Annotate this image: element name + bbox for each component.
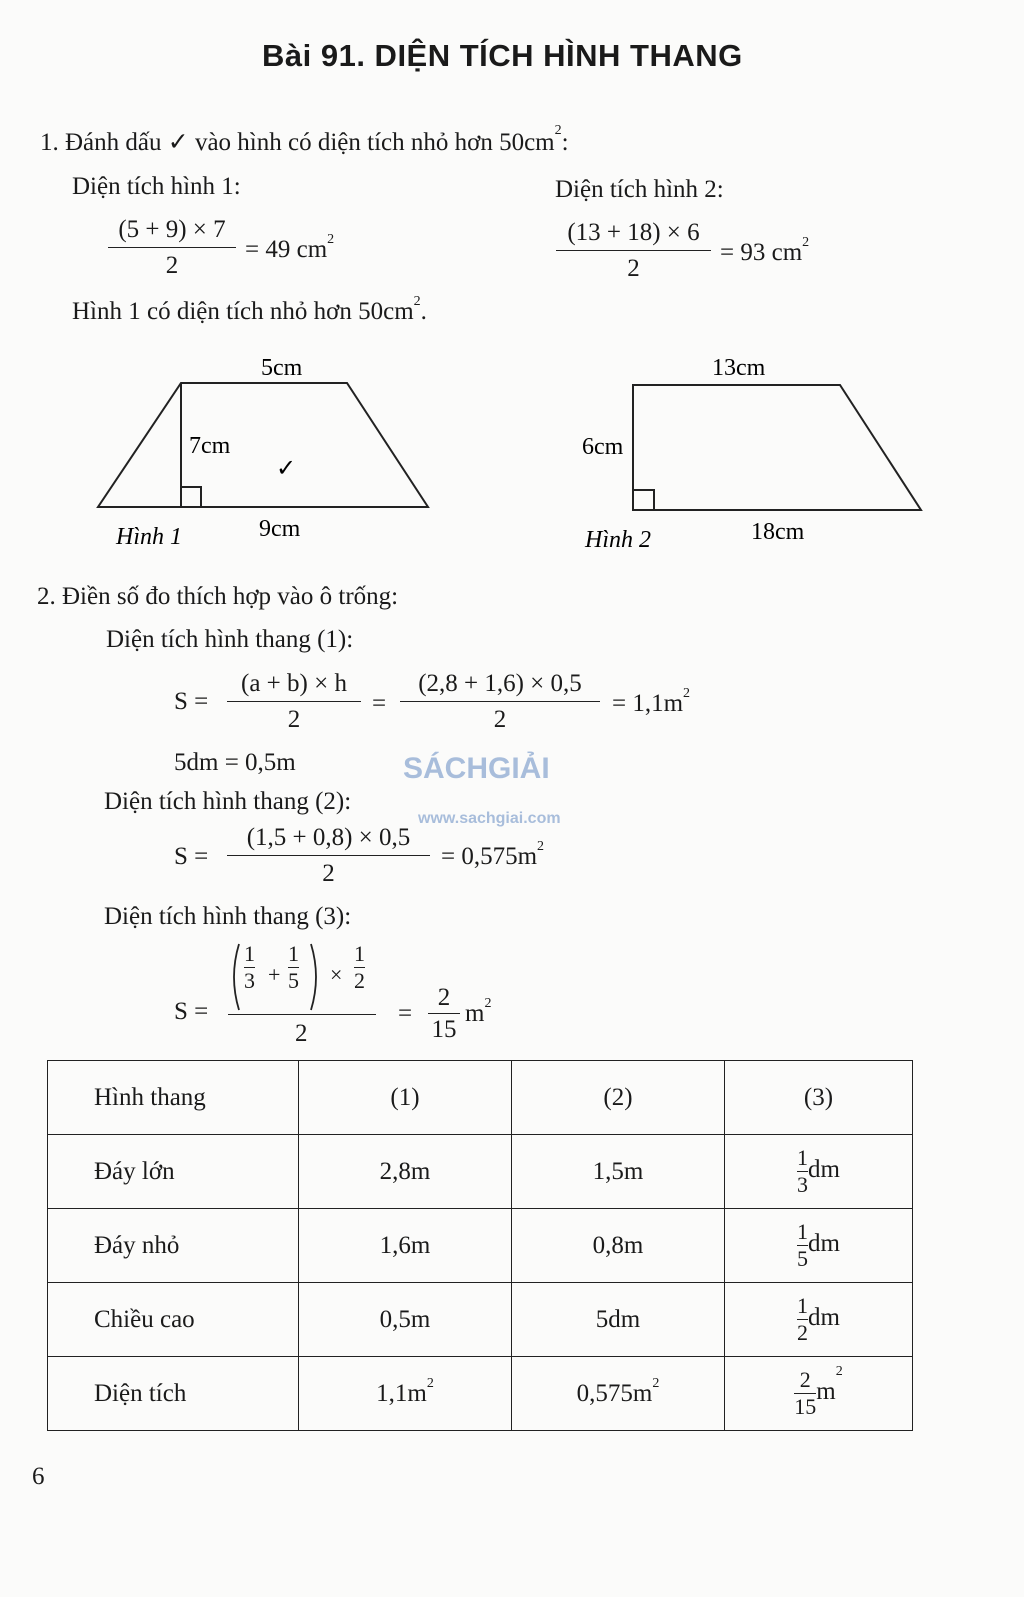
row-label: Đáy nhỏ [48, 1209, 299, 1283]
superscript: 2 [537, 839, 545, 854]
check-mark-icon: ✓ [276, 456, 297, 482]
fraction-numerator: 1 [244, 941, 255, 966]
s-equals: S = [174, 688, 209, 715]
table-cell [725, 1135, 913, 1209]
trapezoid-figure-2 [633, 385, 921, 510]
cell-fraction [797, 1220, 808, 1271]
formula-denominator: 2 [627, 255, 640, 282]
page-title: Bài 91. DIỆN TÍCH HÌNH THANG [262, 38, 743, 73]
fraction-bar [108, 247, 236, 248]
s-equals: S = [174, 998, 209, 1025]
figure-1-top-label: 5cm [261, 355, 303, 381]
formula-trapezoid-3-numerator [228, 940, 378, 1012]
superscript: 2 [554, 123, 562, 138]
conclusion-text: Hình 1 có diện tích nhỏ hơn 50cm [72, 298, 414, 325]
fraction-numerator: 1 [797, 1145, 809, 1170]
fraction-numerator: 2 [437, 984, 451, 1011]
table-row [48, 1135, 913, 1209]
result-fraction-trapezoid-3 [428, 984, 460, 1044]
formula-trapezoid-2 [227, 824, 430, 888]
superscript: 2 [484, 996, 492, 1011]
table-cell: 0,8m [512, 1209, 725, 1283]
exercise-1-prompt [40, 123, 569, 157]
fraction-numerator: 1 [797, 1219, 809, 1244]
right-angle-marker-2 [633, 490, 654, 510]
fraction-denominator: 5 [797, 1246, 809, 1271]
cell-unit: m [816, 1378, 836, 1406]
unit-conversion: 5dm = 0,5m [174, 749, 296, 776]
figure-2-top-label: 13cm [712, 355, 766, 381]
table-cell: 2,8m [299, 1135, 512, 1209]
formula-denominator: 2 [165, 252, 179, 279]
times-sign: × [330, 962, 343, 987]
result-text: = 93 cm [720, 239, 803, 266]
table-cell: 1,5m [512, 1135, 725, 1209]
exercise-1-conclusion [72, 294, 427, 326]
result-text: = 49 cm [245, 236, 328, 263]
fraction-denominator: 2 [354, 968, 365, 993]
formula-denominator: 2 [295, 1020, 308, 1047]
cell-fraction [794, 1368, 816, 1419]
superscript: 2 [426, 1375, 434, 1391]
table-cell [299, 1357, 512, 1431]
fraction-bar [428, 1013, 460, 1014]
exercise-1-colon: : [561, 129, 569, 156]
table-header-cell: Hình thang [48, 1061, 299, 1135]
cell-value: 0,575m [576, 1379, 653, 1407]
formula-result-1 [245, 232, 335, 264]
cell-unit: dm [808, 1230, 840, 1258]
formula-numerator: (13 + 18) × 6 [567, 219, 700, 246]
formula-result-2 [720, 235, 810, 267]
fraction-one-fifth [288, 942, 299, 993]
fraction-numerator: 1 [354, 941, 365, 966]
formula-numerator: (2,8 + 1,6) × 0,5 [418, 670, 582, 697]
fraction-denominator: 15 [794, 1394, 817, 1419]
watermark-brand: SÁCHGIẢI [403, 752, 550, 785]
formula-denominator: 2 [493, 706, 507, 733]
fraction-bar [228, 1014, 376, 1015]
equals-sign: = [398, 1000, 413, 1027]
table-row [48, 1209, 913, 1283]
table-header-cell: (1) [299, 1061, 512, 1135]
superscript: 2 [835, 1364, 843, 1379]
trapezoid-figure-1 [98, 383, 428, 507]
table-cell [725, 1357, 913, 1431]
table-cell: 5dm [512, 1283, 725, 1357]
formula-denominator: 2 [287, 706, 301, 733]
superscript: 2 [652, 1375, 660, 1391]
row-label: Chiều cao [48, 1283, 299, 1357]
formula-result-trapezoid-2 [441, 839, 545, 871]
fraction-numerator: 2 [799, 1367, 811, 1392]
fraction-denominator: 15 [431, 1016, 457, 1043]
table-cell: 0,5m [299, 1283, 512, 1357]
fraction-numerator: 1 [288, 941, 299, 966]
fraction-denominator: 3 [244, 968, 255, 993]
cell-unit: dm [808, 1156, 840, 1184]
formula-figure-1 [108, 216, 236, 280]
formula-numerator: (5 + 9) × 7 [118, 216, 226, 243]
s-equals: S = [174, 843, 209, 870]
exercise-1-text: 1. Đánh dấu ✓ vào hình có diện tích nhỏ hơn 50cm [40, 129, 555, 156]
fraction-bar [227, 855, 430, 856]
area-label-figure-1: Diện tích hình 1: [72, 173, 241, 200]
fraction-one-half [354, 942, 365, 993]
figure-2-bottom-label: 18cm [751, 519, 805, 545]
table-cell [725, 1209, 913, 1283]
trapezoid-2-shape [633, 385, 921, 510]
equals-sign: = [372, 690, 387, 717]
trapezoid-3-label: Diện tích hình thang (3): [104, 903, 352, 930]
table-header-row [48, 1061, 913, 1135]
table-cell [512, 1357, 725, 1431]
watermark-url: www.sachgiai.com [418, 810, 561, 827]
table-row [48, 1357, 913, 1431]
fraction-numerator: 1 [797, 1293, 809, 1318]
trapezoid-figures [0, 340, 1024, 560]
results-table [47, 1060, 913, 1431]
table-header-cell: (3) [725, 1061, 913, 1135]
fraction-denominator: 5 [288, 968, 299, 993]
left-parenthesis [228, 942, 242, 1012]
conclusion-period: . [420, 298, 427, 325]
row-label: Diện tích [48, 1357, 299, 1431]
superscript: 2 [802, 235, 810, 250]
cell-fraction [797, 1146, 808, 1197]
cell-unit: dm [808, 1304, 840, 1332]
trapezoid-1-shape [98, 383, 428, 507]
formula-result-trapezoid-1 [612, 686, 691, 718]
trapezoid-2-label: Diện tích hình thang (2): [104, 788, 352, 815]
figure-2-caption: Hình 2 [585, 527, 651, 553]
fraction-one-third [244, 942, 255, 993]
formula-denominator: 2 [322, 860, 335, 887]
formula-numerator: (a + b) × h [241, 670, 347, 697]
table-row [48, 1283, 913, 1357]
fraction-bar [227, 701, 361, 702]
superscript: 2 [327, 232, 335, 247]
formula-numerator: (1,5 + 0,8) × 0,5 [246, 824, 411, 851]
page-number: 6 [32, 1463, 45, 1490]
superscript: 2 [683, 686, 691, 701]
cell-value: 1,1m [376, 1379, 427, 1407]
result-text: = 0,575m [441, 843, 538, 870]
trapezoid-1-label: Diện tích hình thang (1): [106, 626, 354, 653]
right-angle-marker-1 [181, 487, 201, 507]
right-parenthesis [308, 942, 322, 1012]
table-header-cell: (2) [512, 1061, 725, 1135]
table-cell: 1,6m [299, 1209, 512, 1283]
formula-trapezoid-1-values [400, 670, 600, 734]
area-label-figure-2: Diện tích hình 2: [555, 176, 724, 203]
cell-fraction [797, 1294, 808, 1345]
fraction-denominator: 3 [797, 1172, 809, 1197]
figure-1-height-label: 7cm [189, 433, 231, 459]
unit-text: m [465, 1000, 485, 1027]
figure-1-caption: Hình 1 [116, 524, 182, 550]
row-label: Đáy lớn [48, 1135, 299, 1209]
formula-figure-2 [556, 219, 711, 283]
result-unit [465, 996, 492, 1028]
exercise-2-prompt: 2. Điền số đo thích hợp vào ô trống: [37, 583, 399, 610]
figure-2-height-label: 6cm [582, 434, 624, 460]
result-text: = 1,1m [612, 690, 684, 717]
figure-1-bottom-label: 9cm [259, 516, 301, 542]
plus-sign: + [268, 962, 281, 987]
fraction-denominator: 2 [797, 1320, 809, 1345]
fraction-bar [400, 701, 600, 702]
superscript: 2 [413, 294, 421, 309]
formula-trapezoid-1 [227, 670, 361, 734]
table-cell [725, 1283, 913, 1357]
fraction-bar [556, 250, 711, 251]
